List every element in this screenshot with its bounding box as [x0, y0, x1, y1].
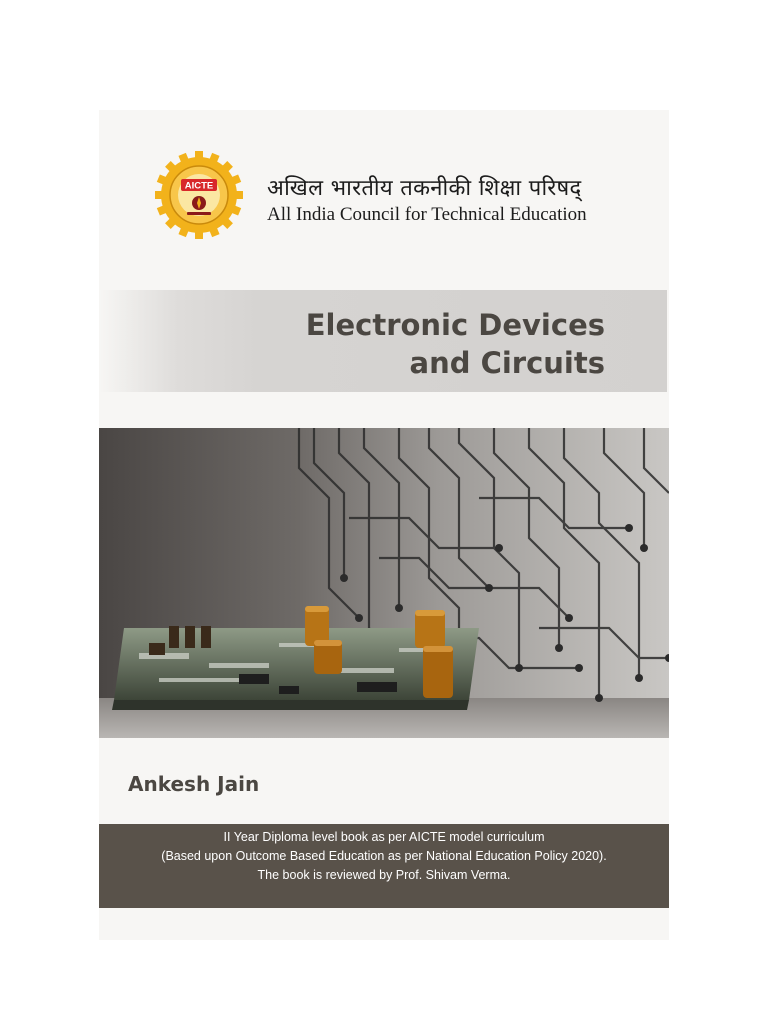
curriculum-info-box [99, 824, 669, 908]
info-line-1: II Year Diploma level book as per AICTE model curriculum [223, 830, 545, 844]
aicte-logo [154, 150, 244, 240]
info-line-2: (Based upon Outcome Based Education as per National Education Policy 2020). [161, 849, 607, 863]
book-title [306, 306, 605, 382]
title-band [99, 290, 667, 392]
org-name-english: All India Council for Technical Education [267, 204, 587, 225]
info-line-3: The book is reviewed by Prof. Shivam Verma. [257, 868, 511, 882]
book-title-line-1: Electronic Devices [305, 308, 605, 342]
cover-header [99, 110, 669, 280]
book-cover [99, 110, 669, 940]
author-name: Ankesh Jain [128, 772, 260, 796]
org-name-hindi: अखिल भारतीय तकनीकी शिक्षा परिषद् [267, 176, 582, 201]
book-title-line-2: and Circuits [409, 346, 605, 380]
logo-text: AICTE [184, 180, 214, 192]
circuit-board-illustration [99, 428, 669, 738]
